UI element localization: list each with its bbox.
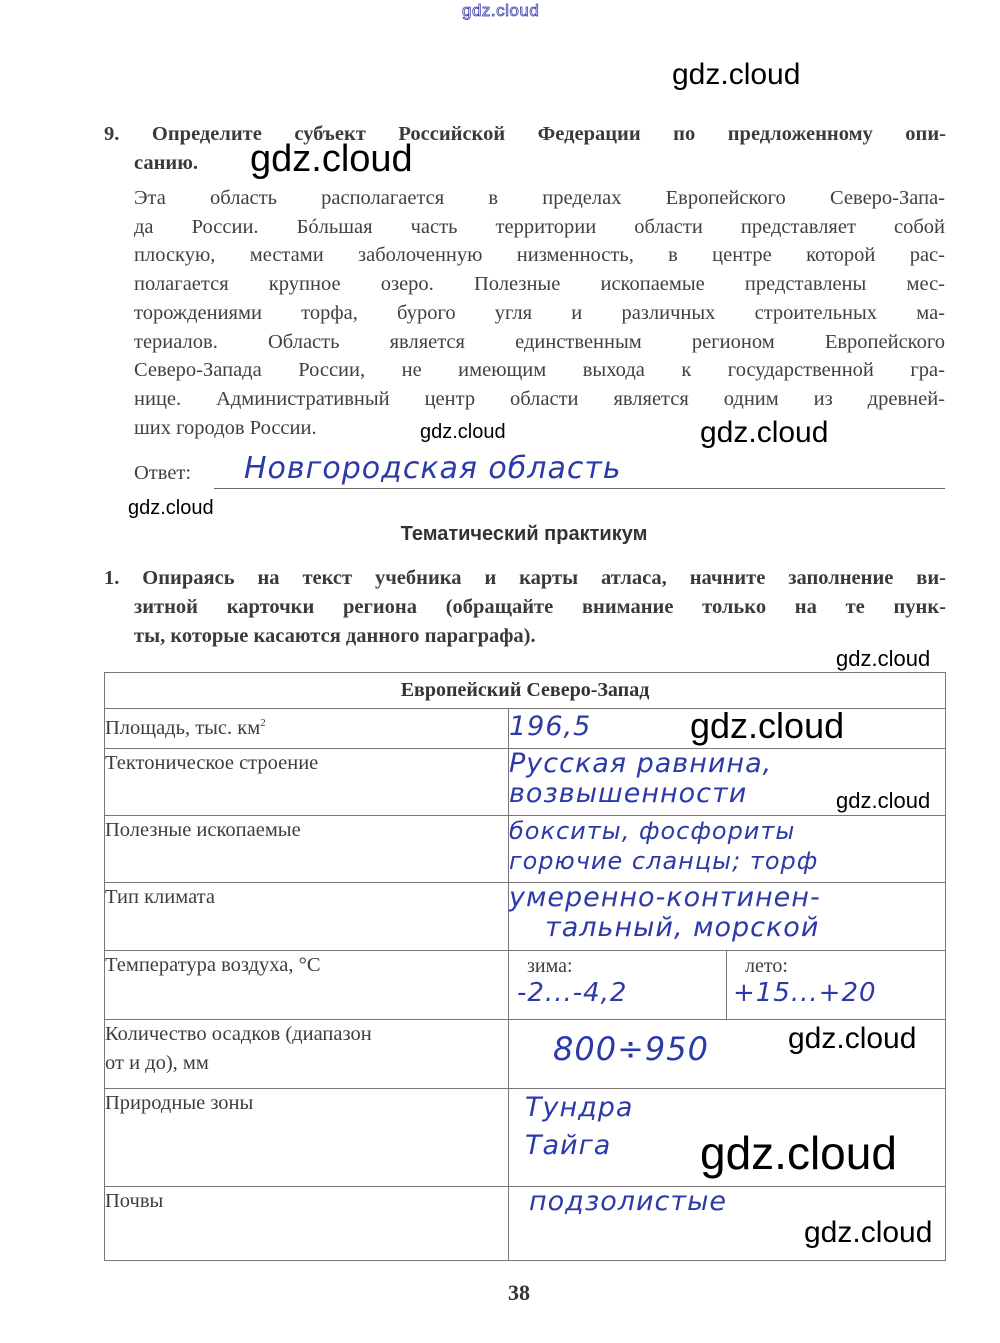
task-9-description [134, 184, 945, 442]
row-label-climate: Тип климата [105, 883, 509, 951]
summer-temperature-cell[interactable] [727, 951, 946, 1020]
minerals-value-line-1: бокситы, фосфориты [509, 817, 796, 845]
row-label-temperature: Температура воздуха, °С [105, 951, 509, 1020]
summer-value: +15...+20 [733, 978, 877, 1008]
winter-value: -2...-4,2 [517, 978, 628, 1008]
winter-temperature-cell[interactable] [509, 951, 727, 1020]
task-9-number: 9. [104, 123, 120, 145]
row-label-minerals: Полезные ископаемые [105, 816, 509, 883]
row-value-minerals[interactable] [509, 816, 946, 883]
climate-value-line-1: умеренно-континен- [509, 882, 821, 913]
table-header-row [105, 673, 946, 709]
description-line: нице. Административный центр области является одним из древней- [134, 387, 945, 410]
zones-value-line-1: Тундра [525, 1092, 634, 1123]
tectonics-value-line-2: возвышенности [509, 778, 748, 809]
area-label: Площадь, тыс. км [105, 716, 261, 739]
watermark: gdz.cloud [700, 1127, 897, 1179]
task-1-line-3: ты, которые касаются данного параграфа). [134, 625, 536, 647]
description-line: плоскую, местами заболоченную низменность, в центре которой рас- [134, 244, 945, 267]
row-label-precipitation [105, 1020, 509, 1089]
answer-value[interactable]: Новгородская область [244, 451, 622, 486]
task-9-title [104, 120, 946, 178]
zones-value-line-2: Тайга [525, 1130, 612, 1161]
table-header: Европейский Северо-Запад [105, 673, 946, 709]
task-1-line-1: Опираясь на текст учебника и карты атласа, начните заполнение ви- [142, 567, 947, 589]
watermark: gdz.cloud [250, 138, 413, 180]
answer-line [214, 488, 945, 489]
area-label-sup: 2 [260, 717, 266, 729]
minerals-value-line-2: горючие сланцы; торф [509, 847, 819, 875]
watermark-top: gdz.cloud [462, 1, 540, 20]
page-number: 38 [508, 1280, 530, 1305]
table-row [105, 883, 946, 951]
tectonics-value-line-1: Русская равнина, [509, 748, 773, 779]
description-line: Эта область располагается в пределах Европейского Северо-Запа- [134, 187, 945, 209]
row-value-climate[interactable] [509, 883, 946, 951]
task-1-line-2: зитной карточки региона (обращайте внимание только на те пунк- [134, 596, 946, 618]
task-1-number: 1. [104, 567, 120, 589]
watermark: gdz.cloud [700, 416, 829, 449]
description-line: да России. Бóльшая часть территории области представляет собой [134, 215, 945, 238]
watermark: gdz.cloud [690, 705, 845, 746]
watermark: gdz.cloud [836, 646, 931, 671]
watermark: gdz.cloud [128, 497, 214, 519]
task-9-title-line-1: Определите субъект Российской Федерации по предложенному опи- [151, 123, 947, 145]
description-line: териалов. Область является единственным регионом Европейского [134, 330, 945, 353]
watermark: gdz.cloud [788, 1022, 917, 1055]
row-value-precipitation[interactable]: 800÷950 [509, 1020, 946, 1089]
task-9-title-line-2: санию. [134, 152, 199, 174]
section-title: Тематический практикум [400, 523, 648, 545]
summer-label: лето: [745, 955, 788, 977]
task-1-instructions [104, 564, 946, 651]
precipitation-label-line-2: от и до), мм [105, 1052, 209, 1074]
watermark: gdz.cloud [836, 788, 931, 813]
table-row [105, 816, 946, 883]
description-line: торождениями торфа, бурого угля и различных строительных ма- [134, 301, 945, 324]
description-line: полагается крупное озеро. Полезные ископаемые представлены мес- [134, 273, 945, 296]
watermark: gdz.cloud [672, 58, 801, 91]
row-label-tectonics: Тектоническое строение [105, 749, 509, 816]
row-label-area [105, 709, 509, 749]
answer-label: Ответ: [134, 462, 192, 484]
precipitation-label-line-1: Количество осадков (диапазон [105, 1023, 372, 1045]
row-label-natural-zones: Природные зоны [105, 1089, 509, 1187]
watermark: gdz.cloud [804, 1216, 933, 1249]
row-label-soils: Почвы [105, 1187, 509, 1261]
climate-value-line-2: тальный, морской [545, 912, 820, 943]
table-row [105, 951, 946, 1020]
watermark: gdz.cloud [420, 421, 506, 443]
description-line: ших городов России. [134, 416, 317, 439]
table-row [105, 749, 946, 816]
row-value-soils[interactable]: подзолистые [509, 1187, 946, 1261]
winter-label: зима: [527, 955, 573, 977]
row-value-area[interactable]: 196,5 [509, 709, 946, 749]
description-line: Северо-Запада России, не имеющим выхода к государственной гра- [134, 359, 945, 382]
